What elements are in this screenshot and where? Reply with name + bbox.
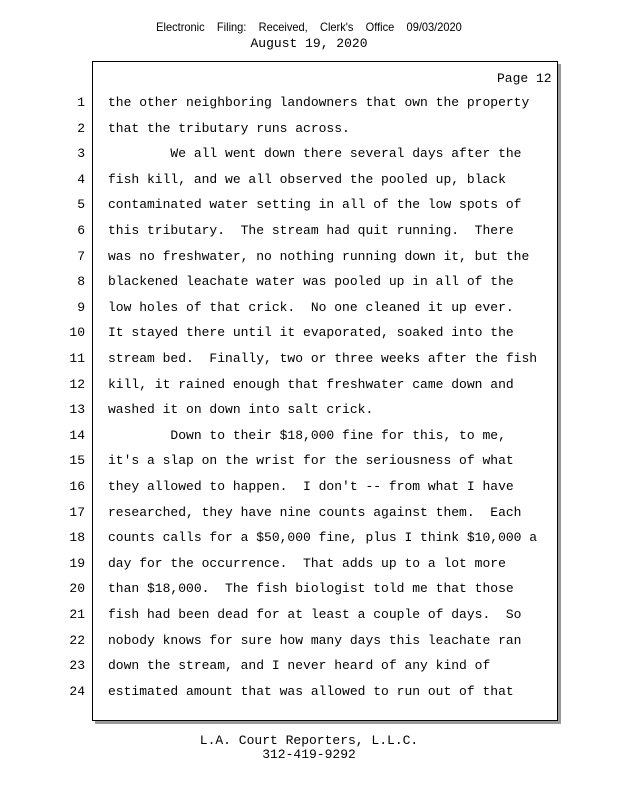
transcript-line: they allowed to happen. I don't -- from what I have xyxy=(108,479,514,494)
transcript-line: fish had been dead for at least a couple of days. So xyxy=(108,607,522,622)
transcript-line: was no freshwater, no nothing running down it, but the xyxy=(108,249,530,264)
page-number: Page 12 xyxy=(497,71,552,86)
line-number: 22 xyxy=(69,633,85,648)
transcript-line: fish kill, and we all observed the pooled up, black xyxy=(108,172,506,187)
line-number: 23 xyxy=(69,658,85,673)
line-number: 12 xyxy=(69,377,85,392)
transcript-line: estimated amount that was allowed to run out of that xyxy=(108,684,514,699)
transcript-line: researched, they have nine counts against them. Each xyxy=(108,505,522,520)
transcript-line: We all went down there several days after the xyxy=(108,146,522,161)
hearing-date: August 19, 2020 xyxy=(250,36,368,51)
line-number: 11 xyxy=(69,351,85,366)
transcript-line: the other neighboring landowners that own the property xyxy=(108,95,530,110)
line-number: 17 xyxy=(69,505,85,520)
line-number: 16 xyxy=(69,479,85,494)
transcript-line: than $18,000. The fish biologist told me that those xyxy=(108,581,514,596)
transcript-line: that the tributary runs across. xyxy=(108,121,350,136)
filing-stamp: Electronic Filing: Received, Clerk's Office 09/03/2020 xyxy=(156,20,462,34)
line-number: 6 xyxy=(77,223,85,238)
transcript-line: down the stream, and I never heard of any kind of xyxy=(108,658,491,673)
transcript-line: washed it on down into salt crick. xyxy=(108,402,374,417)
reporter-company: L.A. Court Reporters, L.L.C. xyxy=(199,733,419,748)
transcript-line: It stayed there until it evaporated, soaked into the xyxy=(108,325,514,340)
transcript-line: day for the occurrence. That adds up to a lot more xyxy=(108,556,506,571)
transcript-line: Down to their $18,000 fine for this, to me, xyxy=(108,428,506,443)
line-number: 3 xyxy=(77,146,85,161)
line-number: 5 xyxy=(77,197,85,212)
line-number: 18 xyxy=(69,530,85,545)
transcript-line: this tributary. The stream had quit running. There xyxy=(108,223,514,238)
line-number: 21 xyxy=(69,607,85,622)
transcript-line: blackened leachate water was pooled up in all of the xyxy=(108,274,514,289)
transcript-line: stream bed. Finally, two or three weeks after the fish xyxy=(108,351,538,366)
transcript-line: low holes of that crick. No one cleaned it up ever. xyxy=(108,300,514,315)
line-number: 15 xyxy=(69,453,85,468)
line-number: 2 xyxy=(77,121,85,136)
line-number: 8 xyxy=(77,274,85,289)
line-number: 14 xyxy=(69,428,85,443)
transcript-line: contaminated water setting in all of the low spots of xyxy=(108,197,522,212)
line-number: 7 xyxy=(77,249,85,264)
line-number: 4 xyxy=(77,172,85,187)
transcript-line: kill, it rained enough that freshwater came down and xyxy=(108,377,514,392)
reporter-phone: 312-419-9292 xyxy=(262,747,356,762)
transcript-line: it's a slap on the wrist for the seriousness of what xyxy=(108,453,514,468)
line-number: 24 xyxy=(69,684,85,699)
line-number: 19 xyxy=(69,556,85,571)
transcript-line: nobody knows for sure how many days this leachate ran xyxy=(108,633,522,648)
line-number: 13 xyxy=(69,402,85,417)
line-number: 20 xyxy=(69,581,85,596)
line-number: 9 xyxy=(77,300,85,315)
transcript-line: counts calls for a $50,000 fine, plus I think $10,000 a xyxy=(108,530,538,545)
line-number: 10 xyxy=(69,325,85,340)
line-number: 1 xyxy=(77,95,85,110)
